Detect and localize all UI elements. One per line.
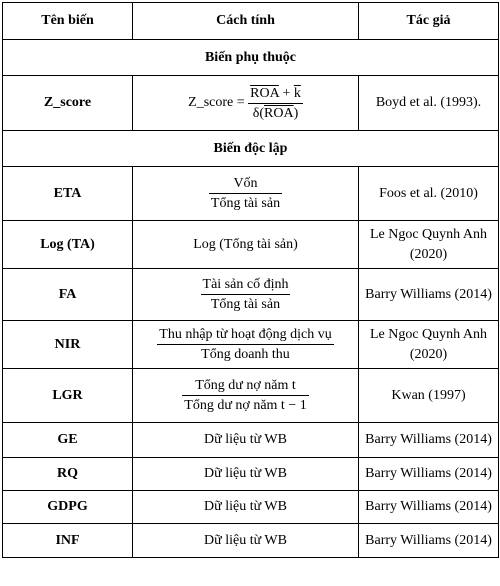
section-independent-label: Biến độc lập [3, 131, 499, 167]
calculation-cell [133, 321, 359, 369]
calculation-cell [133, 269, 359, 321]
author-cell: Kwan (1997) [359, 369, 499, 423]
fraction-numerator: Tổng dư nợ năm t [182, 376, 308, 396]
table-row [3, 524, 499, 558]
fraction [182, 376, 308, 415]
header-calculation: Cách tính [133, 3, 359, 40]
fraction-denominator: Tổng tài sản [210, 196, 281, 211]
zscore-formula [188, 85, 303, 121]
table-row [3, 167, 499, 221]
section-row-dependent [3, 40, 499, 76]
variable-name: INF [3, 524, 133, 558]
section-row-independent [3, 131, 499, 167]
fraction-denominator: Tổng tài sản [210, 297, 281, 312]
fraction [209, 174, 282, 213]
author-cell: Boyd et al. (1993). [359, 76, 499, 131]
fraction-numerator: Tài sản cố định [201, 275, 291, 295]
k-mean: $\overline{k}$ [293, 85, 301, 101]
author-cell: Le Ngoc Quynh Anh (2020) [359, 321, 499, 369]
fraction-denominator: Tổng dư nợ năm t − 1 [184, 398, 307, 413]
author-cell: Barry Williams (2014) [359, 423, 499, 458]
fraction-numerator [248, 84, 303, 104]
fraction-denominator: Tổng doanh thu [201, 347, 290, 362]
variables-table [2, 2, 499, 558]
variable-name: GDPG [3, 491, 133, 524]
variable-name: ETA [3, 167, 133, 221]
numerator-rest: + $\overline{k}$ [278, 85, 301, 101]
variable-name: GE [3, 423, 133, 458]
calculation-cell: Log (Tổng tài sản) [133, 221, 359, 269]
roa-mean: $\overline{ROA}$ [250, 85, 279, 101]
zscore-lhs: Z_score = [188, 95, 245, 110]
author-cell: Barry Williams (2014) [359, 524, 499, 558]
variable-name: LGR [3, 369, 133, 423]
header-author: Tác giả [359, 3, 499, 40]
header-row [3, 3, 499, 40]
table-row [3, 269, 499, 321]
den-suffix: ) [293, 105, 299, 121]
calculation-cell: Dữ liệu từ WB [133, 524, 359, 558]
zscore-fraction [248, 84, 303, 123]
author-cell: Barry Williams (2014) [359, 491, 499, 524]
author-cell: Foos et al. (2010) [359, 167, 499, 221]
variable-name: Z_score [3, 76, 133, 131]
variable-name: RQ [3, 458, 133, 491]
table-row [3, 369, 499, 423]
table-row [3, 458, 499, 491]
fraction-numerator: Thu nhập từ hoạt động dịch vụ [157, 325, 333, 345]
table-row-zscore [3, 76, 499, 131]
fraction [201, 275, 291, 314]
section-dependent-label: Biến phụ thuộc [3, 40, 499, 76]
independent-rows [3, 167, 499, 558]
den-roa-mean: $\overline{ROA}$ [264, 105, 294, 121]
author-cell: Le Ngoc Quynh Anh (2020) [359, 221, 499, 269]
header-variable-name: Tên biến [3, 3, 133, 40]
den-prefix: δ( [252, 105, 264, 121]
fraction [157, 325, 333, 364]
fraction-numerator: Vốn [209, 174, 282, 194]
table-row [3, 491, 499, 524]
calculation-cell: Dữ liệu từ WB [133, 458, 359, 491]
calculation-cell [133, 167, 359, 221]
fraction-denominator [248, 104, 303, 123]
author-cell: Barry Williams (2014) [359, 269, 499, 321]
calculation-cell: Dữ liệu từ WB [133, 491, 359, 524]
calculation-cell [133, 76, 359, 131]
variable-name: FA [3, 269, 133, 321]
table-row [3, 423, 499, 458]
variable-name: NIR [3, 321, 133, 369]
author-cell: Barry Williams (2014) [359, 458, 499, 491]
table-row [3, 221, 499, 269]
variable-name: Log (TA) [3, 221, 133, 269]
calculation-cell [133, 369, 359, 423]
table-row [3, 321, 499, 369]
calculation-cell: Dữ liệu từ WB [133, 423, 359, 458]
